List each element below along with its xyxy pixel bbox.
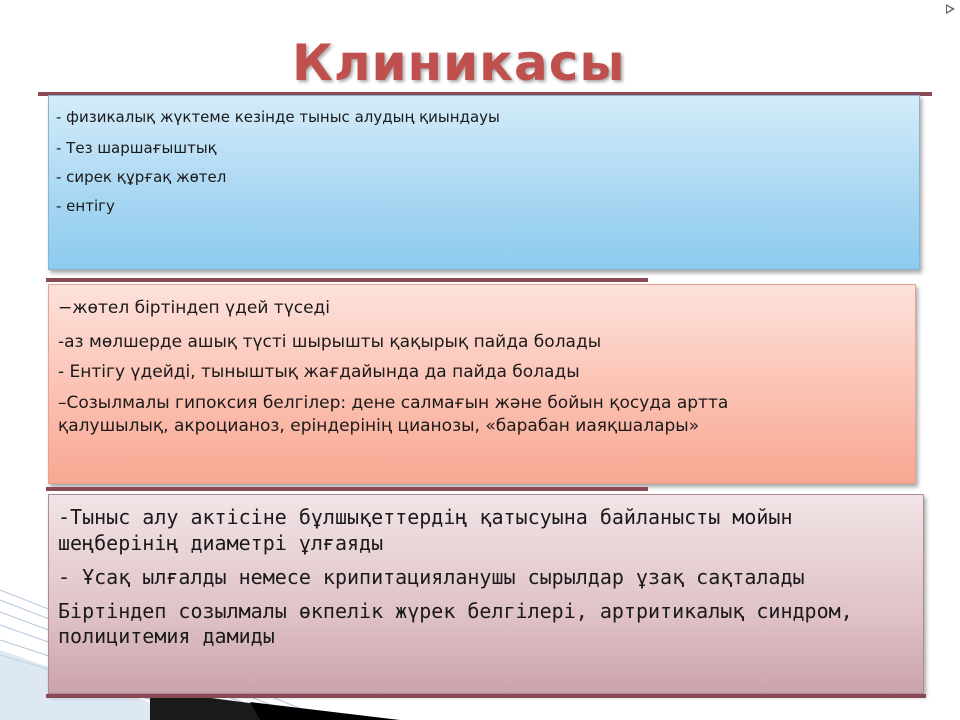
section3-line-3: - Ұсақ ылғалды немесе крипитацияланушы сырылдар ұзақ сақталады <box>58 565 805 589</box>
section2-line-2: -аз мөлшерде ашық түсті шырышты қақырық пайда болады <box>58 332 602 352</box>
section3-line-1: -Тыныс алу актісіне бұлшықеттердің қатысуына байланысты мойын <box>58 505 793 529</box>
slide-title: Клиникасы <box>292 34 626 92</box>
section2-line-3: - Ентігу үдейді, тыныштық жағдайында да пайда болады <box>58 362 580 382</box>
section1-line-2: - Тез шаршағыштық <box>56 139 217 157</box>
section2-line-4: –Созылмалы гипоксия белгілер: дене салмағын және бойын қосуда артта <box>58 393 729 413</box>
section1-line-1: - физикалық жүктеме кезінде тыныс алудың қиындауы <box>56 108 500 126</box>
section1-line-3: - сирек құрғақ жөтел <box>56 168 227 186</box>
section-divider-bar-1 <box>46 278 648 282</box>
section1-line-4: - ентігу <box>56 197 115 215</box>
bottom-bar <box>46 694 926 698</box>
section-divider-bar-2 <box>46 487 648 491</box>
section3-line-2: шеңберінің диаметрі ұлғаяды <box>58 531 384 555</box>
section3-line-4: Біртіндеп созылмалы өкпелік жүрек белгілері, артритикалық синдром, <box>58 599 853 623</box>
section2-line-1: −жөтел біртіндеп үдей түседі <box>58 298 331 318</box>
arrow-bullet-icon <box>946 4 955 14</box>
section2-line-5: қалушылық, акроцианоз, еріндерінің цианозы, «барабан иаяқшалары» <box>58 416 700 436</box>
section3-line-5: полицитемия дамиды <box>58 624 275 648</box>
